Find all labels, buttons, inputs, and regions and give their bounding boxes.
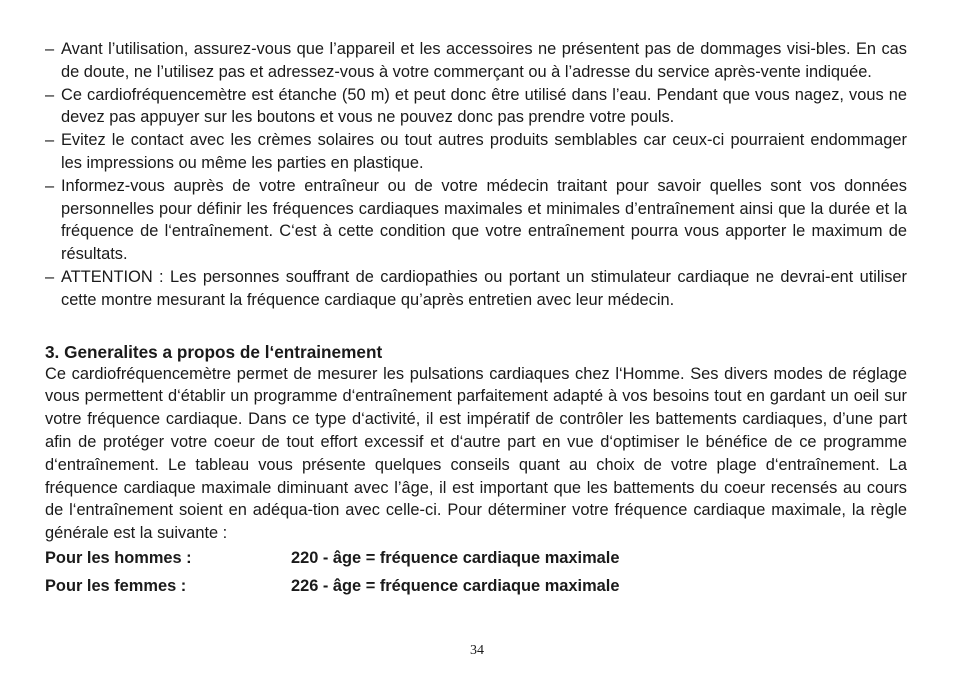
section-paragraph: Ce cardiofréquencemètre permet de mesurer les pulsations cardiaques chez l‘Homme. Ses divers modes de réglage vous permettent d‘établir un programme d‘entraînement parfaitement adapté à vos besoins tout en gardant un oeil sur votre fréquence cardiaque. Dans ce type d‘activité, il est impératif de contrôler les battements cardiaques, d’une part afin de protéger votre coeur de tout effort excessif et d‘autre part en vue d‘optimiser le bénéfice de ce programme d‘entraînement. Le tableau vous présente quelques conseils quant au choix de votre plage d‘entraînement. La fréquence cardiaque maximale diminuant avec l’âge, il est important que les battements du coeur recensés au cours de l‘entraînement soient en adéqua-tion avec celle-ci. Pour déterminer votre fréquence cardiaque maximale, la règle générale est la suivante : (45, 364, 907, 543)
precaution-text: Avant l’utilisation, assurez-vous que l’appareil et les accessoires ne présentent pas de dommages visi-bles. En cas de doute, ne l’utilisez pas et adressez-vous à votre commerçant ou à l’adresse du service après-vente indiquée. (61, 40, 907, 81)
precaution-item (45, 129, 907, 175)
bullet-dash: – (45, 85, 55, 104)
bullet-dash: – (45, 267, 55, 286)
precaution-text: Evitez le contact avec les crèmes solaires ou tout autres produits semblables car ceux-ci pourraient endommager les impressions ou même les parties en plastique. (61, 131, 907, 172)
page-number: 34 (470, 643, 484, 658)
bullet-dash: – (45, 131, 55, 150)
precaution-text: Informez-vous auprès de votre entraîneur ou de votre médecin traitant pour savoir quelles sont vos données personnelles pour définir les fréquences cardiaques maximales et minimales d’entraînement ainsi que la durée et la fréquence de l‘entraînement. C‘est à cette condition que votre entraînement pourra vous apporter le maximum de résultats. (61, 176, 907, 264)
formula-rule: 226 - âge = fréquence cardiaque maximale (291, 576, 620, 595)
precaution-text: Ce cardiofréquencemètre est étanche (50 m) et peut donc être utilisé dans l’eau. Pendant que vous nagez, vous ne devez pas appuyer sur les boutons et vous ne pouvez donc pas prendre votre pouls. (61, 85, 907, 127)
section-heading: 3. Generalites a propos de l‘entrainement (45, 341, 383, 362)
precaution-text: ATTENTION : Les personnes souffrant de cardiopathies ou portant un stimulateur cardiaque ne devrai-ent utiliser cette montre mesurant la fréquence cardiaque qu’après entretien avec leur médecin. (61, 267, 907, 309)
precaution-item (45, 84, 907, 130)
formula-label: Pour les hommes : (45, 548, 192, 567)
formula-men (45, 547, 907, 569)
formula-label: Pour les femmes : (45, 576, 187, 595)
bullet-dash: – (45, 40, 55, 58)
document-page (45, 38, 907, 597)
bullet-dash: – (45, 176, 55, 195)
precaution-item (45, 266, 907, 312)
precaution-item (45, 175, 907, 266)
formula-women (45, 575, 907, 597)
precautions-list (45, 38, 907, 312)
formula-rule: 220 - âge = fréquence cardiaque maximale (291, 548, 620, 567)
precaution-item (45, 38, 907, 84)
